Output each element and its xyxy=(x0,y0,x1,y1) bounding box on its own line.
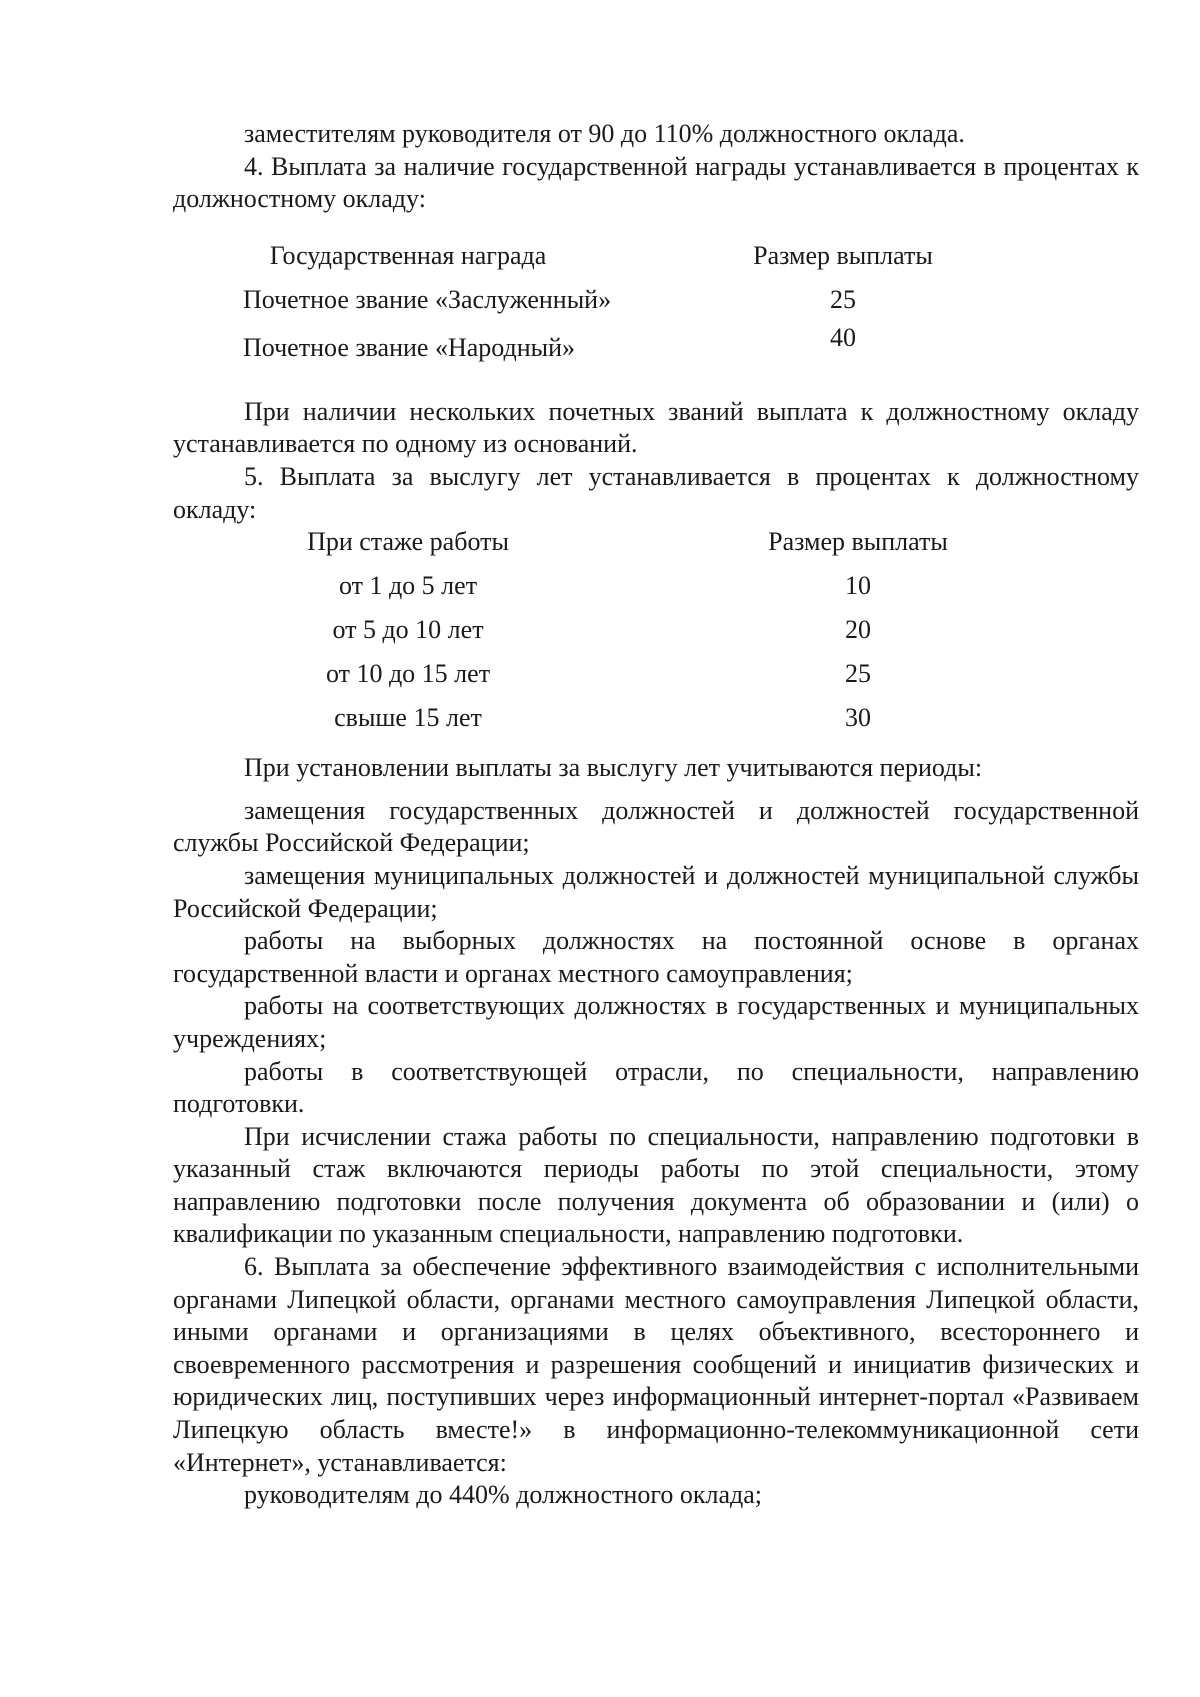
seniority-table xyxy=(173,526,1139,746)
paragraph-item-6: 6. Выплата за обеспечение эффективного взаимодействия с исполнительными органами Липецкой области, органами местного самоуправления Липецкой области, иными органами и организациями в целях объективного, всестороннего и своевременного рассмотрения и разрешения сообщений и инициатив физических и юридических лиц, поступивших через информационный интернет-портал «Развиваем Липецкую область вместе!» в информационно-телекоммуникационной сети «Интернет», устанавливается: xyxy=(173,1252,1139,1477)
award-header-col1: Государственная награда xyxy=(269,240,547,270)
table-row xyxy=(173,284,1139,328)
seniority-header-col1: При стаже работы xyxy=(307,527,509,557)
award-row-title: Почетное звание «Заслуженный» xyxy=(243,284,612,314)
table-row xyxy=(173,702,1139,746)
seniority-row-value: 25 xyxy=(845,659,871,689)
paragraph: При установлении выплаты за выслугу лет учитываются периоды: xyxy=(244,753,983,783)
list-item: работы на соответствующих должностях в государственных и муниципальных учреждениях; xyxy=(173,991,1139,1053)
document-page xyxy=(173,118,1139,1512)
table-row xyxy=(173,658,1139,702)
list-item: замещения муниципальных должностей и должностей муниципальной службы Российской Федерации; xyxy=(173,860,1139,923)
paragraph: При наличии нескольких почетных званий выплата к должностному окладу устанавливается по одному из оснований. xyxy=(173,396,1139,459)
list-item: работы на выборных должностях на постоянной основе в органах государственной власти и органах местного самоуправления; xyxy=(173,926,1139,988)
award-table-header xyxy=(173,240,1139,284)
paragraph: При исчислении стажа работы по специальности, направлению подготовки в указанный стаж включаются периоды работы по этой специальности, этому направлению подготовки после получения документа об образовании и (или) о квалификации по указанным специальности, направлению подготовки. xyxy=(173,1121,1139,1249)
seniority-row-period: свыше 15 лет xyxy=(334,703,482,733)
seniority-row-value: 10 xyxy=(845,571,871,601)
award-row-value: 25 xyxy=(830,284,856,314)
award-row-value: 40 xyxy=(830,322,856,352)
list-item: работы в соответствующей отрасли, по специальности, направлению подготовки. xyxy=(173,1056,1139,1119)
seniority-row-period: от 5 до 10 лет xyxy=(332,615,484,645)
paragraph-item-4: 4. Выплата за наличие государственной награды устанавливается в процентах к должностному окладу: xyxy=(173,151,1139,214)
seniority-row-period: от 1 до 5 лет xyxy=(338,571,478,601)
seniority-header-col2: Размер выплаты xyxy=(768,527,948,557)
award-header-col2: Размер выплаты xyxy=(753,240,933,270)
table-row xyxy=(173,570,1139,614)
seniority-row-period: от 10 до 15 лет xyxy=(325,659,491,689)
seniority-table-header xyxy=(173,526,1139,570)
list-item: замещения государственных должностей и должностей государственной службы Российской Федерации; xyxy=(173,795,1139,858)
paragraph-item-5: 5. Выплата за выслугу лет устанавливается в процентах к должностному окладу: xyxy=(173,461,1139,524)
paragraph: заместителям руководителя от 90 до 110% должностного оклада. xyxy=(244,119,965,148)
table-row xyxy=(173,614,1139,658)
award-row-title: Почетное звание «Народный» xyxy=(243,332,576,362)
award-table xyxy=(173,240,1139,372)
seniority-row-value: 30 xyxy=(845,703,871,733)
seniority-row-value: 20 xyxy=(845,615,871,645)
table-row xyxy=(173,322,1139,372)
list-item: руководителям до 440% должностного оклада; xyxy=(244,1480,762,1510)
